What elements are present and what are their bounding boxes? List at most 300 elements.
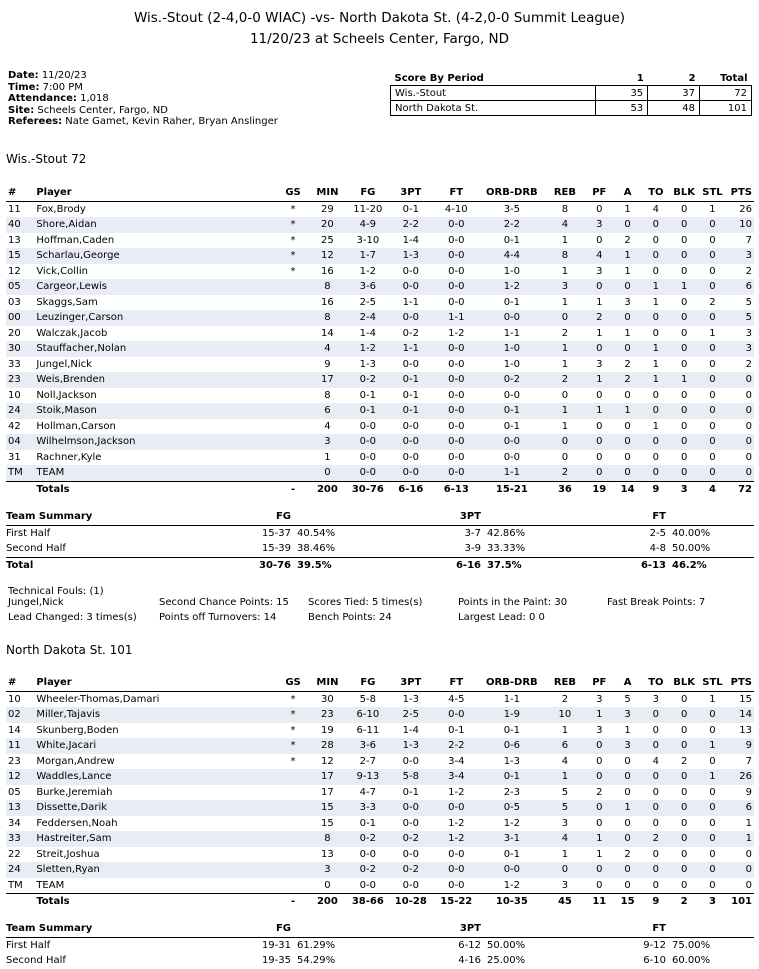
cell-ft: 15-22	[440, 896, 473, 908]
cell-player: Stauffacher,Nolan	[36, 341, 279, 357]
summary-fg: 15-37	[261, 527, 291, 539]
cell-3pt: 0-1	[402, 389, 419, 401]
cell-pf: 11	[592, 896, 607, 908]
cell-ft: 0-0	[448, 420, 465, 432]
cell-gs	[279, 831, 307, 847]
cell-stl: 0	[709, 420, 716, 432]
player-row	[6, 450, 754, 466]
cell-blk: 0	[680, 420, 688, 432]
cell-reb: 5	[561, 786, 569, 798]
cell-pf: 19	[592, 483, 607, 495]
cell-jersey: 33	[8, 358, 21, 370]
cell-ft: 1-2	[434, 831, 479, 847]
cell-to: 0	[642, 248, 670, 264]
cell-3pt: 1-1	[402, 296, 419, 308]
summary-period: First Half	[6, 939, 51, 951]
cell-pf: 3	[585, 217, 613, 233]
points-in-paint: Points in the Paint: 30	[458, 597, 568, 608]
player-row	[6, 295, 754, 311]
cell-pts: 0	[727, 403, 754, 419]
cell-to: 0	[642, 403, 670, 419]
cell-orb-drb: 1-0	[503, 265, 521, 277]
cell-blk: 0	[670, 800, 698, 816]
cell-min: 4	[307, 341, 347, 357]
cell-3pt: 0-2	[388, 831, 433, 847]
site-label: Site:	[8, 104, 35, 116]
cell-a: 1	[613, 248, 641, 264]
cell-ft: 1-2	[448, 786, 465, 798]
cell-to: 0	[642, 878, 670, 894]
cell-orb-drb: 1-1	[479, 465, 545, 481]
player-row	[6, 723, 754, 739]
cell-pts: 3	[727, 248, 754, 264]
cell-pts: 0	[727, 878, 754, 894]
cell-fg: 6-10	[348, 707, 388, 723]
cell-pf: 0	[596, 451, 603, 463]
cell-a: 2	[624, 234, 631, 246]
player-row	[6, 326, 754, 342]
header-stl: STL	[698, 675, 726, 691]
cell-3pt: 0-1	[402, 203, 419, 215]
summary-fg: 15-39	[261, 543, 291, 555]
cell-player: Totals	[36, 896, 70, 908]
cell-gs	[279, 862, 307, 878]
header-pts: PTS	[727, 185, 754, 201]
cell-player: Walczak,Jacob	[36, 327, 108, 339]
summary-3pt-pct: 33.33%	[487, 543, 526, 555]
cell-pts: 0	[727, 434, 754, 450]
cell-blk: 0	[680, 848, 688, 860]
cell-3pt: 0-0	[402, 848, 419, 860]
cell-jersey: 10	[8, 389, 21, 401]
cell-ft: 0-0	[434, 707, 479, 723]
cell-fg: 0-0	[359, 420, 376, 432]
sbp-total-score: 72	[700, 86, 752, 101]
cell-min: 17	[307, 372, 347, 388]
cell-to: 0	[642, 434, 670, 450]
cell-min: 6	[307, 403, 347, 419]
cell-jersey: 22	[8, 848, 21, 860]
cell-3pt: 0-1	[388, 372, 433, 388]
referees-label: Referees:	[8, 116, 63, 127]
cell-orb-drb: 3-5	[503, 203, 521, 215]
cell-stl: 0	[698, 800, 726, 816]
cell-reb: 1	[561, 234, 569, 246]
cell-stl: 0	[709, 817, 716, 829]
cell-orb-drb: 0-5	[479, 800, 545, 816]
cell-reb: 1	[561, 296, 569, 308]
summary-ft: 9-12	[643, 939, 666, 951]
player-row	[6, 264, 754, 280]
cell-gs: *	[279, 248, 307, 264]
cell-player: Shore,Aidan	[36, 217, 279, 233]
player-row	[6, 754, 754, 770]
time-value: 7:00 PM	[42, 81, 83, 93]
cell-fg: 4-9	[348, 217, 388, 233]
cell-ft: 0-0	[448, 296, 465, 308]
cell-a: 5	[624, 693, 631, 705]
cell-pf: 1	[596, 848, 603, 860]
cell-a: 2	[624, 358, 631, 370]
cell-player: Rachner,Kyle	[36, 451, 102, 463]
cell-pts: 7	[745, 234, 752, 246]
cell-blk: 0	[680, 358, 688, 370]
cell-min: 17	[307, 769, 347, 785]
cell-to: 1	[652, 296, 660, 308]
cell-reb: 1	[561, 265, 569, 277]
cell-gs	[279, 785, 307, 801]
cell-pts: 5	[745, 296, 752, 308]
summary-ft: 6-10	[643, 955, 666, 967]
cell-jersey: 34	[8, 817, 21, 829]
summary-period: First Half	[6, 527, 51, 539]
cell-to: 0	[642, 769, 670, 785]
cell-fg: 2-7	[359, 755, 376, 767]
cell-fg: 0-1	[359, 389, 376, 401]
cell-blk: 0	[670, 341, 698, 357]
header-jersey: #	[6, 675, 36, 691]
cell-stl: 0	[698, 465, 726, 481]
cell-orb-drb: 0-0	[479, 434, 545, 450]
cell-a: 3	[613, 738, 641, 754]
cell-orb-drb: 0-1	[503, 848, 521, 860]
cell-player: Leuzinger,Carson	[36, 310, 279, 326]
cell-gs: *	[279, 217, 307, 233]
summary-ft: 6-13	[626, 557, 666, 573]
cell-min: 20	[307, 217, 347, 233]
cell-jersey: TM	[6, 465, 36, 481]
cell-player: Cargeor,Lewis	[36, 279, 279, 295]
cell-gs	[279, 295, 307, 311]
cell-a: 2	[624, 848, 631, 860]
cell-reb: 0	[545, 862, 585, 878]
cell-reb: 10	[545, 707, 585, 723]
cell-gs: *	[290, 755, 296, 767]
cell-player: Streit,Joshua	[36, 848, 100, 860]
cell-stl: 0	[709, 786, 716, 798]
cell-to: 0	[652, 451, 660, 463]
cell-to: 0	[652, 234, 660, 246]
header-to: TO	[642, 185, 670, 201]
cell-min: 15	[321, 817, 334, 829]
cell-stl: 0	[709, 265, 716, 277]
cell-pts: 15	[739, 693, 752, 705]
header-3pt: 3PT	[388, 185, 433, 201]
cell-to: 0	[652, 327, 660, 339]
cell-min: 1	[324, 451, 331, 463]
cell-jersey: TM	[6, 878, 36, 894]
cell-a: 1	[613, 800, 641, 816]
cell-to: 0	[642, 738, 670, 754]
cell-ft: 0-0	[434, 403, 479, 419]
cell-min: 12	[321, 755, 334, 767]
team1-box-score	[6, 185, 754, 497]
cell-reb: 3	[545, 279, 585, 295]
cell-blk: 3	[680, 483, 688, 495]
cell-jersey: 15	[6, 248, 36, 264]
player-row	[6, 341, 754, 357]
attendance-value: 1,018	[80, 93, 109, 104]
cell-stl: 1	[698, 738, 726, 754]
fast-break-points: Fast Break Points: 7	[607, 597, 706, 608]
cell-fg: 1-2	[359, 265, 376, 277]
cell-gs	[279, 816, 307, 832]
cell-3pt: 0-0	[402, 817, 419, 829]
sbp-header-p2: 2	[648, 71, 700, 86]
cell-min: 200	[316, 483, 338, 495]
cell-player: TEAM	[36, 878, 279, 894]
game-info	[8, 70, 278, 128]
cell-min: 0	[307, 878, 347, 894]
cell-player: Sletten,Ryan	[36, 862, 279, 878]
date-value: 11/20/23	[41, 70, 87, 81]
cell-orb-drb: 2-3	[503, 786, 521, 798]
cell-orb-drb: 0-0	[479, 862, 545, 878]
cell-gs	[279, 388, 307, 404]
cell-ft: 2-2	[434, 738, 479, 754]
cell-blk: 0	[670, 434, 698, 450]
cell-pts: 6	[727, 800, 754, 816]
cell-pf: 1	[596, 327, 603, 339]
header-orb-drb: ORB-DRB	[479, 675, 545, 691]
cell-fg: 11-20	[353, 203, 383, 215]
player-row	[6, 862, 754, 878]
cell-3pt: 0-0	[388, 465, 433, 481]
cell-player: Hollman,Carson	[36, 420, 116, 432]
cell-gs: -	[290, 896, 296, 908]
cell-orb-drb: 2-2	[479, 217, 545, 233]
player-row	[6, 785, 754, 801]
cell-reb: 3	[561, 817, 569, 829]
cell-blk: 0	[670, 217, 698, 233]
cell-stl: 1	[709, 693, 716, 705]
time-label: Time:	[8, 81, 40, 93]
cell-reb: 45	[557, 896, 572, 908]
cell-reb: 1	[545, 769, 585, 785]
cell-pf: 0	[585, 341, 613, 357]
player-row	[6, 691, 754, 707]
cell-3pt: 2-2	[388, 217, 433, 233]
cell-blk: 2	[680, 755, 688, 767]
cell-player: Feddersen,Noah	[36, 817, 118, 829]
cell-orb-drb: 1-0	[479, 341, 545, 357]
cell-jersey: 30	[6, 341, 36, 357]
cell-orb-drb: 0-1	[503, 296, 521, 308]
player-row	[6, 217, 754, 233]
summary-label: Team Summary	[6, 509, 241, 525]
cell-blk: 0	[670, 403, 698, 419]
header-pf: PF	[585, 675, 613, 691]
cell-min: 29	[321, 203, 334, 215]
cell-blk: 0	[680, 724, 688, 736]
summary-period: Second Half	[6, 543, 66, 555]
cell-pf: 0	[585, 465, 613, 481]
cell-pts: 0	[745, 451, 752, 463]
cell-jersey: 33	[6, 831, 36, 847]
cell-3pt: 6-16	[398, 483, 424, 495]
cell-fg: 4-7	[359, 786, 376, 798]
cell-gs	[279, 326, 307, 342]
cell-pf: 0	[596, 234, 603, 246]
cell-a: 0	[624, 420, 631, 432]
cell-ft: 0-0	[448, 451, 465, 463]
sbp-header-total: Total	[700, 71, 752, 86]
summary-row-total	[6, 557, 754, 573]
cell-pf: 3	[596, 693, 603, 705]
cell-min: 3	[307, 862, 347, 878]
cell-orb-drb: 0-1	[479, 403, 545, 419]
cell-fg: 0-2	[348, 862, 388, 878]
cell-min: 25	[321, 234, 334, 246]
cell-a: 0	[613, 862, 641, 878]
cell-orb-drb: 1-3	[503, 755, 521, 767]
cell-min: 0	[307, 465, 347, 481]
cell-fg: 3-3	[348, 800, 388, 816]
cell-pf: 1	[596, 296, 603, 308]
cell-to: 1	[652, 358, 660, 370]
cell-min: 17	[321, 786, 334, 798]
summary-ft: 4-8	[649, 543, 666, 555]
cell-3pt: 1-3	[388, 738, 433, 754]
sbp-row-team1	[391, 86, 752, 101]
cell-ft: 0-0	[434, 800, 479, 816]
cell-fg: 1-4	[359, 327, 376, 339]
cell-jersey: 20	[8, 327, 21, 339]
summary-row-first-half	[6, 525, 754, 541]
cell-min: 8	[307, 279, 347, 295]
cell-fg: 3-6	[348, 738, 388, 754]
cell-reb: 5	[545, 800, 585, 816]
cell-ft: 0-0	[434, 248, 479, 264]
cell-jersey: 24	[6, 403, 36, 419]
cell-gs: *	[290, 693, 296, 705]
summary-ft-pct: 46.2%	[666, 557, 754, 573]
cell-player: Wheeler-Thomas,Damari	[36, 693, 160, 705]
cell-gs: *	[290, 265, 296, 277]
cell-ft: 0-0	[448, 389, 465, 401]
cell-pts: 0	[727, 862, 754, 878]
cell-blk: 0	[670, 769, 698, 785]
cell-a: 0	[624, 451, 631, 463]
cell-a: 1	[624, 724, 631, 736]
cell-reb: 6	[545, 738, 585, 754]
cell-ft: 0-0	[434, 434, 479, 450]
header-pts: PTS	[727, 675, 754, 691]
summary-3pt: 6-16	[441, 557, 481, 573]
cell-orb-drb: 15-21	[495, 483, 528, 495]
cell-3pt: 10-28	[394, 896, 427, 908]
cell-blk: 0	[670, 248, 698, 264]
cell-reb: 4	[545, 831, 585, 847]
cell-min: 12	[307, 248, 347, 264]
player-row	[6, 738, 754, 754]
cell-jersey: 31	[8, 451, 21, 463]
header-ft: FT	[434, 675, 479, 691]
cell-orb-drb: 1-2	[479, 279, 545, 295]
cell-gs	[279, 878, 307, 894]
cell-orb-drb: 0-1	[503, 724, 521, 736]
player-row	[6, 201, 754, 217]
summary-3pt-pct: 42.86%	[487, 527, 526, 539]
sbp-team-name: North Dakota St.	[391, 101, 596, 116]
cell-player: Morgan,Andrew	[36, 755, 115, 767]
sbp-p1-score: 35	[596, 86, 648, 101]
sbp-header-p1: 1	[596, 71, 648, 86]
team1-heading: Wis.-Stout 72	[6, 152, 87, 166]
cell-to: 1	[642, 341, 670, 357]
cell-orb-drb: 1-2	[479, 878, 545, 894]
cell-ft: 6-13	[443, 483, 469, 495]
cell-min: 28	[307, 738, 347, 754]
cell-jersey: 00	[6, 310, 36, 326]
cell-stl: 0	[698, 434, 726, 450]
sbp-team-name: Wis.-Stout	[391, 86, 596, 101]
cell-gs	[279, 310, 307, 326]
summary-ft-label: FT	[626, 921, 666, 937]
player-row	[6, 357, 754, 373]
cell-pts: 13	[739, 724, 752, 736]
cell-gs	[279, 357, 307, 373]
technical-foul-player: Jungel,Nick	[8, 597, 64, 608]
cell-gs	[279, 372, 307, 388]
cell-stl: 0	[698, 862, 726, 878]
totals-row	[6, 894, 754, 910]
summary-label: Team Summary	[6, 921, 241, 937]
site-value: Scheels Center, Fargo, ND	[37, 104, 168, 116]
summary-period: Total	[6, 557, 241, 573]
header-min: MIN	[307, 185, 347, 201]
cell-a: 0	[613, 831, 641, 847]
cell-stl: 0	[698, 403, 726, 419]
cell-pf: 1	[585, 707, 613, 723]
header-player: Player	[36, 675, 279, 691]
cell-ft: 0-0	[434, 341, 479, 357]
cell-player: Wilhelmson,Jackson	[36, 434, 279, 450]
summary-fg-pct: 54.29%	[297, 955, 336, 967]
cell-3pt: 0-2	[388, 862, 433, 878]
cell-orb-drb: 1-9	[479, 707, 545, 723]
cell-stl: 0	[698, 372, 726, 388]
cell-pts: 7	[745, 755, 752, 767]
player-row	[6, 465, 754, 481]
score-by-period-header	[391, 71, 752, 86]
cell-pf: 3	[596, 358, 603, 370]
cell-pts: 6	[727, 279, 754, 295]
cell-pts: 0	[745, 389, 752, 401]
header-fg: FG	[348, 185, 388, 201]
cell-blk: 0	[680, 265, 688, 277]
cell-orb-drb: 0-0	[479, 310, 545, 326]
cell-player: Weis,Brenden	[36, 372, 279, 388]
summary-period: Second Half	[6, 955, 66, 967]
cell-ft: 0-0	[434, 372, 479, 388]
box-header-row	[6, 675, 754, 691]
cell-blk: 0	[670, 738, 698, 754]
cell-blk: 0	[680, 327, 688, 339]
cell-blk: 0	[680, 203, 688, 215]
cell-to: 9	[652, 483, 660, 495]
cell-reb: 1	[561, 848, 569, 860]
cell-stl: 0	[698, 341, 726, 357]
cell-a: 0	[613, 465, 641, 481]
cell-blk: 1	[670, 372, 698, 388]
cell-gs	[279, 450, 307, 466]
player-row	[6, 831, 754, 847]
summary-ft-pct: 75.00%	[672, 939, 711, 951]
cell-to: 0	[652, 786, 660, 798]
cell-3pt: 0-0	[388, 800, 433, 816]
cell-gs	[279, 800, 307, 816]
